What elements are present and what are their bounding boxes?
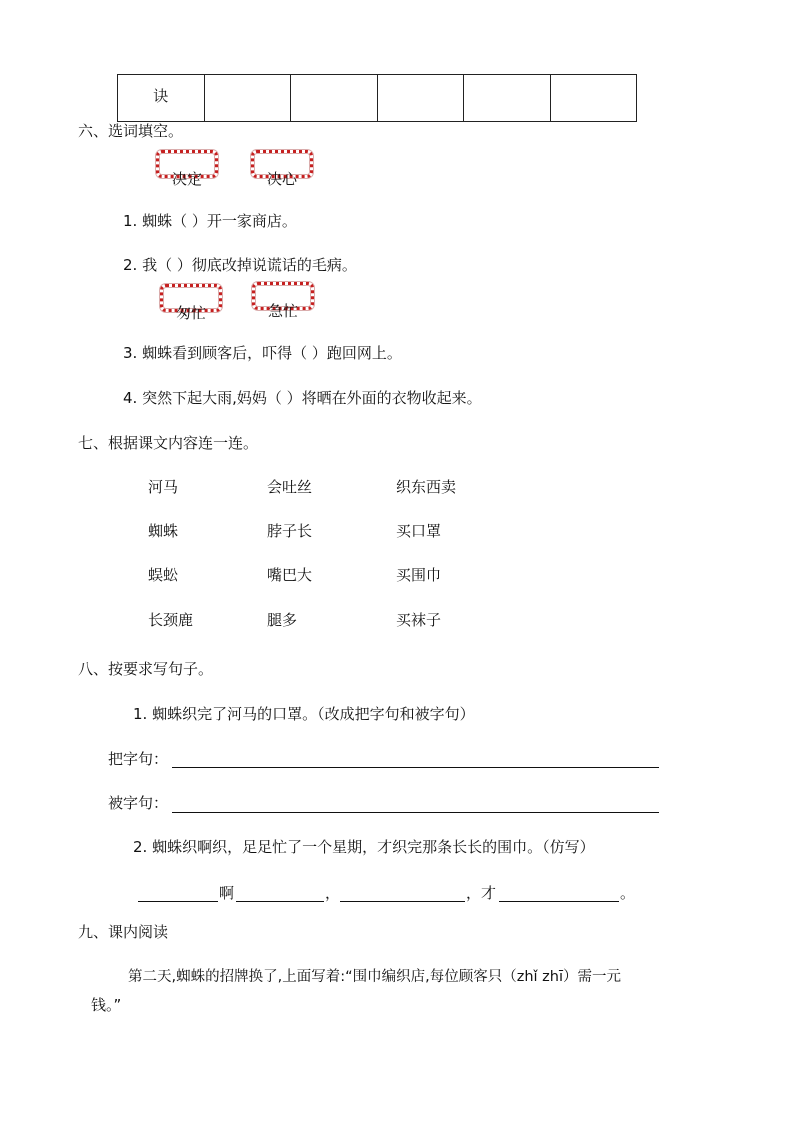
word-box [252, 282, 314, 320]
rewrite-question-2: 2. 蜘蛛织啊织，足足忙了一个星期，才织完那条长长的围巾。（仿写） [133, 838, 595, 856]
reading-passage-line-1: 第二天,蜘蛛的招牌换了,上面写着:“围巾编织店,每位顾客只（zhǐ zhī）需一元 [128, 969, 621, 985]
imitate-blank[interactable] [340, 901, 465, 902]
imitate-blank[interactable] [236, 901, 324, 902]
section6-heading: 六、选词填空。 [78, 122, 184, 140]
table-cell[interactable] [377, 75, 464, 122]
match-left[interactable]: 长颈鹿 [148, 611, 194, 629]
match-right[interactable]: 买口罩 [396, 522, 442, 540]
ba-sentence-label: 把字句： [108, 750, 169, 768]
fill-item-3: 3. 蜘蛛看到顾客后，吓得（ ）跑回网上。 [123, 344, 402, 362]
match-middle[interactable]: 脖子长 [267, 522, 313, 540]
fill-item-4: 4. 突然下起大雨,妈妈（ ）将晒在外面的衣物收起来。 [123, 389, 482, 407]
imitate-text: 。 [620, 884, 636, 902]
match-left[interactable]: 河马 [148, 478, 179, 496]
word-box [160, 284, 222, 322]
section9-heading: 九、课内阅读 [78, 923, 169, 941]
match-right[interactable]: 织东西卖 [396, 478, 457, 496]
word-option: 急忙 [267, 302, 298, 320]
imitate-blank[interactable] [138, 901, 218, 902]
imitate-text: 啊 [219, 884, 235, 902]
table-cell: 诀 [118, 75, 205, 122]
match-right[interactable]: 买袜子 [396, 611, 442, 629]
imitate-text: ，才 [466, 884, 497, 902]
match-left[interactable]: 蜘蛛 [148, 522, 179, 540]
table-cell[interactable] [464, 75, 551, 122]
bei-sentence-answer-line[interactable] [172, 812, 659, 813]
rewrite-question-1: 1. 蜘蛛织完了河马的口罩。（改成把字句和被字句） [133, 705, 475, 723]
match-middle[interactable]: 会吐丝 [267, 478, 313, 496]
ba-sentence-answer-line[interactable] [172, 767, 659, 768]
fill-item-2: 2. 我（ ）彻底改掉说谎话的毛病。 [123, 256, 357, 274]
imitate-text: ， [325, 884, 341, 902]
match-left[interactable]: 蜈蚣 [148, 566, 179, 584]
word-option: 匆忙 [175, 304, 206, 322]
word-box [156, 150, 218, 188]
fill-item-1: 1. 蜘蛛（ ）开一家商店。 [123, 212, 297, 230]
imitate-blank[interactable] [499, 901, 619, 902]
table-cell[interactable] [204, 75, 291, 122]
word-option: 决定 [171, 170, 202, 188]
word-box [251, 150, 313, 188]
bei-sentence-label: 被字句： [108, 794, 169, 812]
table-cell[interactable] [291, 75, 378, 122]
table-cell[interactable] [550, 75, 637, 122]
match-middle[interactable]: 腿多 [267, 611, 298, 629]
character-practice-table [117, 74, 637, 122]
word-option: 决心 [266, 170, 297, 188]
reading-passage-line-2: 钱。” [91, 996, 122, 1014]
match-middle[interactable]: 嘴巴大 [267, 566, 313, 584]
match-right[interactable]: 买围巾 [396, 566, 442, 584]
section7-heading: 七、根据课文内容连一连。 [78, 434, 259, 452]
section8-heading: 八、按要求写句子。 [78, 660, 214, 678]
